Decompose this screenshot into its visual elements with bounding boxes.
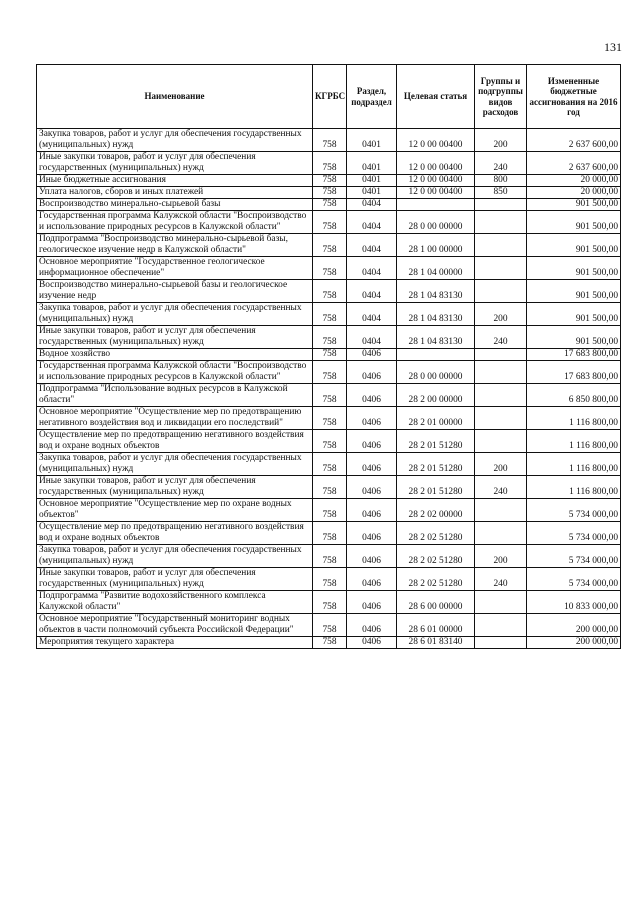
row-kgrbs: 758: [313, 407, 347, 430]
row-kgrbs: 758: [313, 499, 347, 522]
row-kgrbs: 758: [313, 152, 347, 175]
row-kgrbs: 758: [313, 326, 347, 349]
header-section: Раздел, подраздел: [347, 65, 397, 129]
row-amount: 5 734 000,00: [527, 545, 621, 568]
table-row: [37, 476, 621, 499]
row-group: [475, 637, 527, 649]
row-kgrbs: 758: [313, 199, 347, 211]
row-amount: 10 833 000,00: [527, 591, 621, 614]
row-kgrbs: 758: [313, 175, 347, 187]
row-kgrbs: 758: [313, 384, 347, 407]
row-amount: 17 683 800,00: [527, 361, 621, 384]
row-target: 28 1 04 00000: [397, 257, 475, 280]
row-target: 28 2 02 51280: [397, 568, 475, 591]
row-section: 0406: [347, 591, 397, 614]
row-amount: 901 500,00: [527, 234, 621, 257]
row-amount: 5 734 000,00: [527, 522, 621, 545]
row-section: 0406: [347, 476, 397, 499]
row-group: [475, 349, 527, 361]
row-name: Иные закупки товаров, работ и услуг для обеспечения государственных (муниципальных) нужд: [37, 152, 313, 175]
row-group: [475, 522, 527, 545]
row-section: 0406: [347, 407, 397, 430]
row-target: 28 0 00 00000: [397, 211, 475, 234]
row-group: 200: [475, 129, 527, 152]
row-section: 0401: [347, 187, 397, 199]
row-name: Осуществление мер по предотвращению негативного воздействия вод и охране водных объектов: [37, 430, 313, 453]
row-section: 0406: [347, 522, 397, 545]
row-name: Закупка товаров, работ и услуг для обеспечения государственных (муниципальных) нужд: [37, 545, 313, 568]
row-amount: 1 116 800,00: [527, 407, 621, 430]
row-group: 240: [475, 476, 527, 499]
row-group: [475, 430, 527, 453]
table-row: [37, 453, 621, 476]
row-amount: 901 500,00: [527, 211, 621, 234]
row-amount: 5 734 000,00: [527, 499, 621, 522]
row-group: [475, 499, 527, 522]
row-group: [475, 384, 527, 407]
row-name: Государственная программа Калужской области "Воспроизводство и использование природных ресурсов в Калужской области": [37, 211, 313, 234]
row-section: 0406: [347, 453, 397, 476]
row-amount: 901 500,00: [527, 280, 621, 303]
row-name: Мероприятия текущего характера: [37, 637, 313, 649]
header-groups: Группы и подгруппы видов расходов: [475, 65, 527, 129]
row-section: 0406: [347, 499, 397, 522]
row-target: 12 0 00 00400: [397, 175, 475, 187]
row-amount: 901 500,00: [527, 326, 621, 349]
row-target: 28 6 01 00000: [397, 614, 475, 637]
row-target: 28 2 02 51280: [397, 545, 475, 568]
row-section: 0401: [347, 152, 397, 175]
row-section: 0406: [347, 614, 397, 637]
table-row: [37, 545, 621, 568]
row-target: 28 1 04 83130: [397, 326, 475, 349]
row-target: [397, 199, 475, 211]
row-group: 200: [475, 303, 527, 326]
row-group: [475, 361, 527, 384]
row-section: 0406: [347, 361, 397, 384]
row-name: Иные бюджетные ассигнования: [37, 175, 313, 187]
row-name: Государственная программа Калужской области "Воспроизводство и использование природных ресурсов в Калужской области": [37, 361, 313, 384]
row-group: 850: [475, 187, 527, 199]
row-kgrbs: 758: [313, 257, 347, 280]
row-name: Основное мероприятие "Государственный мониторинг водных объектов в части полномочий субъекта Российской Федерации": [37, 614, 313, 637]
row-kgrbs: 758: [313, 211, 347, 234]
row-section: 0406: [347, 349, 397, 361]
row-group: [475, 407, 527, 430]
row-amount: 20 000,00: [527, 175, 621, 187]
table-row: [37, 234, 621, 257]
row-section: 0404: [347, 303, 397, 326]
row-group: 240: [475, 152, 527, 175]
row-target: 28 1 04 83130: [397, 303, 475, 326]
row-target: 28 1 04 83130: [397, 280, 475, 303]
row-group: 240: [475, 568, 527, 591]
table-row: [37, 361, 621, 384]
row-target: 28 6 01 83140: [397, 637, 475, 649]
row-group: 800: [475, 175, 527, 187]
row-amount: 1 116 800,00: [527, 476, 621, 499]
table-row: [37, 326, 621, 349]
row-target: 28 2 02 51280: [397, 522, 475, 545]
row-target: 28 6 00 00000: [397, 591, 475, 614]
row-kgrbs: 758: [313, 430, 347, 453]
row-amount: 901 500,00: [527, 257, 621, 280]
row-target: [397, 349, 475, 361]
row-amount: 20 000,00: [527, 187, 621, 199]
table-row: [37, 384, 621, 407]
table-row: [37, 303, 621, 326]
row-amount: 901 500,00: [527, 199, 621, 211]
table-row: [37, 522, 621, 545]
row-kgrbs: 758: [313, 303, 347, 326]
row-group: 200: [475, 545, 527, 568]
row-name: Воспроизводство минерально-сырьевой базы: [37, 199, 313, 211]
table-row: [37, 280, 621, 303]
row-name: Закупка товаров, работ и услуг для обеспечения государственных (муниципальных) нужд: [37, 129, 313, 152]
row-group: 240: [475, 326, 527, 349]
row-name: Иные закупки товаров, работ и услуг для обеспечения государственных (муниципальных) нужд: [37, 326, 313, 349]
row-target: 12 0 00 00400: [397, 129, 475, 152]
row-amount: 1 116 800,00: [527, 453, 621, 476]
row-section: 0404: [347, 257, 397, 280]
row-amount: 2 637 600,00: [527, 129, 621, 152]
row-kgrbs: 758: [313, 522, 347, 545]
row-kgrbs: 758: [313, 349, 347, 361]
row-target: 28 2 01 51280: [397, 453, 475, 476]
row-target: 28 2 01 00000: [397, 407, 475, 430]
row-amount: 200 000,00: [527, 614, 621, 637]
table-row: [37, 499, 621, 522]
row-name: Подпрограмма "Воспроизводство минерально-сырьевой базы, геологическое изучение недр в Калужской области": [37, 234, 313, 257]
page-number: 131: [604, 40, 622, 54]
row-name: Уплата налогов, сборов и иных платежей: [37, 187, 313, 199]
row-name: Воспроизводство минерально-сырьевой базы и геологическое изучение недр: [37, 280, 313, 303]
row-group: [475, 614, 527, 637]
row-name: Иные закупки товаров, работ и услуг для обеспечения государственных (муниципальных) нужд: [37, 476, 313, 499]
row-kgrbs: 758: [313, 234, 347, 257]
table-row: [37, 199, 621, 211]
row-section: 0406: [347, 430, 397, 453]
row-group: [475, 591, 527, 614]
table-row: [37, 187, 621, 199]
row-group: [475, 211, 527, 234]
row-kgrbs: 758: [313, 280, 347, 303]
row-kgrbs: 758: [313, 453, 347, 476]
row-name: Основное мероприятие "Осуществление мер по предотвращению негативного воздействия вод и ликвидации его последствий": [37, 407, 313, 430]
row-amount: 17 683 800,00: [527, 349, 621, 361]
row-section: 0406: [347, 637, 397, 649]
row-section: 0404: [347, 199, 397, 211]
budget-table: [36, 64, 621, 649]
table-row: [37, 175, 621, 187]
row-amount: 2 637 600,00: [527, 152, 621, 175]
table-row: [37, 430, 621, 453]
row-target: 28 2 01 51280: [397, 476, 475, 499]
row-group: 200: [475, 453, 527, 476]
row-section: 0404: [347, 234, 397, 257]
row-amount: 1 116 800,00: [527, 430, 621, 453]
row-kgrbs: 758: [313, 361, 347, 384]
row-target: 12 0 00 00400: [397, 187, 475, 199]
header-name: Наименование: [37, 65, 313, 129]
header-kgrbs: КГРБС: [313, 65, 347, 129]
table-row: [37, 407, 621, 430]
row-amount: 901 500,00: [527, 303, 621, 326]
row-target: 28 2 02 00000: [397, 499, 475, 522]
row-target: 28 0 00 00000: [397, 361, 475, 384]
row-name: Водное хозяйство: [37, 349, 313, 361]
row-kgrbs: 758: [313, 187, 347, 199]
row-kgrbs: 758: [313, 568, 347, 591]
row-section: 0406: [347, 384, 397, 407]
row-amount: 5 734 000,00: [527, 568, 621, 591]
table-row: [37, 349, 621, 361]
header-row: [37, 65, 621, 129]
row-kgrbs: 758: [313, 129, 347, 152]
table-row: [37, 152, 621, 175]
row-section: 0404: [347, 280, 397, 303]
row-target: 28 1 00 00000: [397, 234, 475, 257]
row-kgrbs: 758: [313, 545, 347, 568]
row-section: 0401: [347, 175, 397, 187]
row-section: 0404: [347, 326, 397, 349]
row-name: Подпрограмма "Использование водных ресурсов в Калужской области": [37, 384, 313, 407]
row-kgrbs: 758: [313, 637, 347, 649]
row-target: 12 0 00 00400: [397, 152, 475, 175]
row-name: Закупка товаров, работ и услуг для обеспечения государственных (муниципальных) нужд: [37, 303, 313, 326]
header-amount: Измененные бюджетные ассигнования на 2016 год: [527, 65, 621, 129]
row-amount: 6 850 800,00: [527, 384, 621, 407]
row-name: Основное мероприятие "Государственное геологическое информационное обеспечение": [37, 257, 313, 280]
row-group: [475, 257, 527, 280]
row-group: [475, 234, 527, 257]
row-target: 28 2 00 00000: [397, 384, 475, 407]
row-name: Осуществление мер по предотвращению негативного воздействия вод и охране водных объектов: [37, 522, 313, 545]
table-row: [37, 257, 621, 280]
row-amount: 200 000,00: [527, 637, 621, 649]
row-kgrbs: 758: [313, 614, 347, 637]
table-row: [37, 129, 621, 152]
row-name: Основное мероприятие "Осуществление мер по охране водных объектов": [37, 499, 313, 522]
row-kgrbs: 758: [313, 591, 347, 614]
row-kgrbs: 758: [313, 476, 347, 499]
header-target: Целевая статья: [397, 65, 475, 129]
row-section: 0406: [347, 545, 397, 568]
row-name: Закупка товаров, работ и услуг для обеспечения государственных (муниципальных) нужд: [37, 453, 313, 476]
row-name: Иные закупки товаров, работ и услуг для обеспечения государственных (муниципальных) нужд: [37, 568, 313, 591]
row-section: 0406: [347, 568, 397, 591]
row-section: 0404: [347, 211, 397, 234]
row-target: 28 2 01 51280: [397, 430, 475, 453]
table-row: [37, 591, 621, 614]
table-row: [37, 211, 621, 234]
table-row: [37, 637, 621, 649]
table-row: [37, 614, 621, 637]
row-group: [475, 199, 527, 211]
row-name: Подпрограмма "Развитие водохозяйственного комплекса Калужской области": [37, 591, 313, 614]
row-group: [475, 280, 527, 303]
row-section: 0401: [347, 129, 397, 152]
table-row: [37, 568, 621, 591]
